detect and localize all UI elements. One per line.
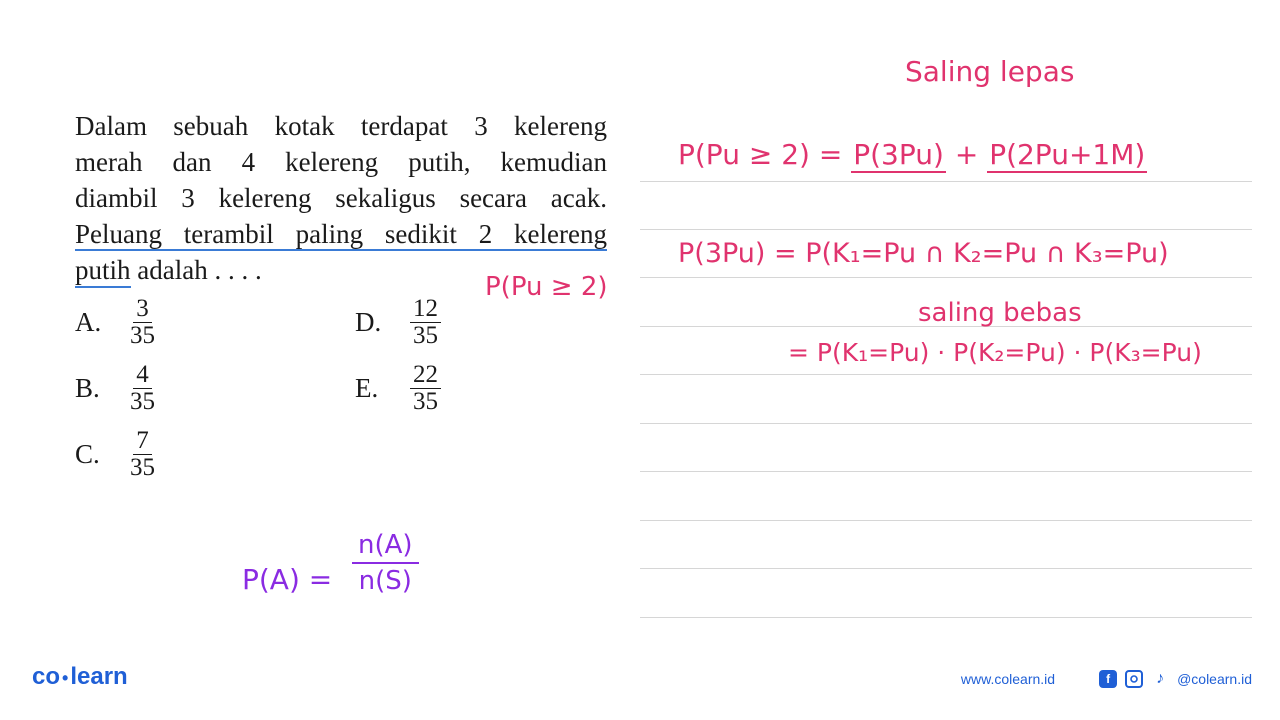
option-letter: B. [75, 373, 100, 403]
ruled-line [640, 617, 1252, 618]
option-fraction [130, 296, 155, 349]
option-fraction [410, 362, 441, 415]
option-d[interactable] [355, 296, 441, 349]
eq1-plus: + [954, 138, 979, 171]
option-letter: A. [75, 307, 102, 337]
logo-part-a: co [32, 663, 61, 690]
ruled-line [640, 423, 1252, 424]
option-letter: E. [355, 373, 379, 403]
colearn-logo[interactable] [32, 663, 128, 691]
fraction-numerator: 22 [410, 362, 441, 389]
question-line: Dalam sebuah kotak terdapat 3 kelereng [75, 111, 607, 141]
ruled-line [640, 471, 1252, 472]
footer-links [961, 670, 1252, 688]
logo-part-b: learn [70, 663, 128, 690]
facebook-icon[interactable]: f [1099, 670, 1117, 688]
option-letter: C. [75, 439, 100, 469]
ruled-line [640, 568, 1252, 569]
fraction-numerator: 7 [133, 428, 152, 455]
logo-dot: • [62, 668, 69, 688]
eq1-left: P(Pu ≥ 2) = [678, 138, 843, 171]
note-pa-left: P(A) = [242, 563, 333, 596]
ruled-line [640, 520, 1252, 521]
option-b[interactable] [75, 362, 155, 415]
option-letter: D. [355, 307, 382, 337]
question-text [75, 108, 607, 288]
question-line: Peluang terambil paling sedikit 2 kelereng [75, 219, 607, 249]
fraction-numerator: 12 [410, 296, 441, 323]
option-fraction [130, 428, 155, 481]
website-link[interactable]: www.colearn.id [960, 671, 1056, 687]
note-saling-bebas: saling bebas [918, 298, 1082, 328]
pa-numerator: n(A) [352, 530, 419, 564]
fraction-denominator: 35 [130, 388, 155, 415]
question-line: diambil 3 kelereng sekaligus secara acak. [75, 183, 607, 213]
fraction-denominator: 35 [413, 388, 438, 415]
social-handle[interactable]: @colearn.id [1177, 671, 1252, 687]
instagram-icon[interactable] [1125, 670, 1143, 688]
question-word-putih: putih [75, 255, 131, 288]
option-fraction [130, 362, 155, 415]
note-pu-ge-2: P(Pu ≥ 2) [485, 272, 608, 302]
option-c[interactable] [75, 428, 155, 481]
ruled-line [640, 277, 1252, 278]
note-equation-1 [678, 138, 1147, 171]
fraction-denominator: 35 [413, 322, 438, 349]
fraction-denominator: 35 [130, 454, 155, 481]
ruled-line [640, 229, 1252, 230]
option-a[interactable] [75, 296, 155, 349]
eq1-term-a: P(3Pu) [853, 138, 944, 171]
question-tail: adalah . . . . [130, 255, 262, 285]
note-saling-lepas: Saling lepas [905, 55, 1075, 88]
note-equation-2: P(3Pu) = P(K₁=Pu ∩ K₂=Pu ∩ K₃=Pu) [678, 238, 1169, 269]
option-e[interactable] [355, 362, 441, 415]
ruled-line [640, 181, 1252, 182]
pa-denominator: n(S) [358, 566, 412, 596]
fraction-denominator: 35 [130, 322, 155, 349]
fraction-numerator: 4 [133, 362, 152, 389]
eq1-term-b: P(2Pu+1M) [989, 138, 1146, 171]
ruled-line [640, 374, 1252, 375]
tiktok-icon[interactable]: ♪ [1156, 670, 1165, 687]
fraction-numerator: 3 [133, 296, 152, 323]
note-equation-3: = P(K₁=Pu) · P(K₂=Pu) · P(K₃=Pu) [788, 338, 1202, 367]
option-fraction [410, 296, 441, 349]
question-line: merah dan 4 kelereng putih, kemudian [75, 147, 607, 177]
note-pa-fraction [352, 530, 419, 596]
